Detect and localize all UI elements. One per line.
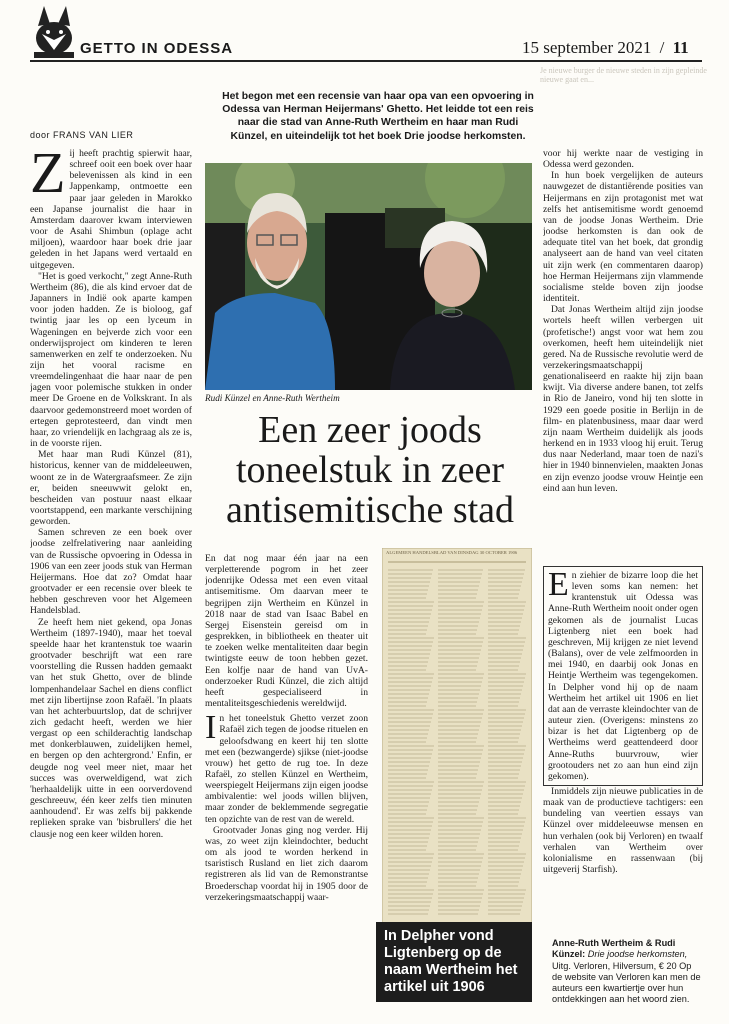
book-title: Drie joodse herkomsten, <box>587 949 688 960</box>
newspaper-clipping-image <box>382 548 532 923</box>
page-separator: / <box>659 38 665 57</box>
headline: Een zeer joods toneelstuk in zeer antisemitische stad <box>225 409 515 531</box>
col1-paragraph: Samen schreven ze een boek over joodse zelfrelativering naar aanleiding van de Russische opvoering in Odessa in 1906 van een zeer joods stuk van Herman Heijermans. Hoe dat zo? Omdat haar grootvader er een recensie over bleek te hebben geschreven voor het Algemeen Handelsblad. <box>30 527 192 617</box>
article-column-1 <box>30 148 192 1018</box>
book-authors: Anne-Ruth Wertheim & Rudi Künzel: <box>552 938 676 960</box>
fox-logo-icon <box>30 4 80 60</box>
photo-caption: Rudi Künzel en Anne-Ruth Wertheim <box>205 393 340 403</box>
article-column-3 <box>543 148 703 594</box>
col1-paragraph: Ze heeft hem niet gekend, opa Jonas Wertheim (1897-1940), maar het toeval speelde haar het krantenstuk toe waarin grootvader beschrijft wat een rare voorstelling die Russen hadden gemaakt van het stuk Ghetto, over de blinde lompenhandelaar Sachel en diens conflict met zijn libertijnse zoon Rafaël. 'In plaats van het achterbuurtslop, dat de schrijver zich gedacht heeft, werden we hier vergast op een schilderachtig landschap met donkerblauwen, zuidelijken hemel, en bergen op den achtergrond.' Enfin, er deugde nog veel meer niet, maar het succes was overweldigend, wat zich 'herhaaldelijk uitte in een oorverdovend geschreeuw, één keer zelfs tien minuten aanhoudend'. Er was zelfs bij pakkende replieken sprake van 'bisbrullers' die het clausje nog een keer wilden horen. <box>30 616 192 840</box>
page-number: 11 <box>672 38 689 57</box>
article-column-2 <box>205 553 368 1018</box>
clipping-header: ALGEMEEN HANDELSBLAD VAN DINSDAG 30 OCTOBER 1906 <box>386 550 518 555</box>
book-publisher: Uitg. Verloren, Hilversum, € 20 <box>552 960 677 971</box>
col2-paragraph: Grootvader Jonas ging nog verder. Hij was, zo weet zijn kleindochter, beducht om als jood te worden herkend in tsaristisch Rusland en liet zich daarom registreren als lid van de Remonstrantse Broederschap voordat hij in 1905 door de verzekeringsmaatschappij waar- <box>205 824 368 903</box>
col1-paragraph: "Het is goed verkocht," zegt Anne-Ruth Wertheim (86), die als kind ervoer dat de Japanners in Indië ook aparte kampen voor joden hadden. Ze is bioloog, gaf twintig jaar les op een lyceum in Wageningen en bejverde zich voor een onderwijsproject om kinderen te leren samenwerken en zelf te onderzoeken. Nu zijn het vooral racisme en vreemdelingenhaat die haar naar de pen jagen voor polemische stukken in onder meer De Groene en de Volkskrant. In als daarvoor gedemonstreerd moet worden of ertegen geprotesteerd, dan vindt men haar, zo vriendelijk en lachgraag als ze is, in de voorste rijen. <box>30 270 192 450</box>
col3-paragraph: voor hij werkte naar de vestiging in Odessa werd gezonden. <box>543 148 703 171</box>
col2-paragraph: n het toneelstuk Ghetto verzet zoon Rafaël zich tegen de joodse rituelen en geloofsdwang en keert hij ten slotte met een (bezwangerde) sjikse (niet-joodse vrouw) het getto de rug toe. In deze Rafaël, zo stellen Künzel en Wertheim, weerspiegelt Heijermans zijn eigen joodse ambivalentie: wel joods willen blijven, maar zonder de beklemmende segregatie ten opzichte van de rest van de wereld. <box>205 713 368 825</box>
section-title: GETTO IN ODESSA <box>80 40 234 57</box>
page-date-number <box>522 38 689 58</box>
header-rule <box>30 60 702 62</box>
col3-paragraph: In hun boek vergelijken de auteurs nauwgezet de distantiërende posities van Heijermans en zijn protagonist met wat zelfs het antisemitisme wordt genoemd van de joodse Jonas Wertheim. Drie joodse herkomsten is dan ook de adequate titel van het boek, dat grondig analyseert aan de hand van veel citaten uit zijn werk (en commentaren daarop) hoe Herman Heijermans zijn vlammende socialisme stelde boven zijn joodse identiteit. <box>543 170 703 305</box>
col1-paragraph: Met haar man Rudi Künzel (81), historicus, kenner van de middeleeuwen, woont ze in de Watergraafsmeer. Ze zijn er, beiden sneeuwwit gelokt en, bescheiden van postuur naast elkaar voortstappend, een markante verschijning geworden. <box>30 449 192 528</box>
article-column-3b <box>543 566 703 896</box>
dropcap-z: Z <box>30 148 66 205</box>
portrait-photo <box>205 163 532 390</box>
archive-caption: In Delpher vond Ligtenberg op de naam Wertheim het artikel uit 1906 <box>384 928 518 995</box>
book-info <box>552 938 702 1006</box>
book-note: Op de website van Verloren kan men de auteurs een kwartiertje over hun ontdekkingen aan het woord zien. <box>552 960 701 1005</box>
col2-paragraph: En dat nog maar één jaar na een verpletterende pogrom in het zeer jodenrijke Odessa met een even vitaal antisemitisme. Om daarvan meer te begrijpen zijn Wertheim en Künzel in 2018 naar de stad van Isaac Babel en Sergej Eisenstein gereisd om in gesprekken, in bibliotheek en theater uit te zoeken welke mentaliteiten daar begin twintigste eeuw de toon hebben gezet. Een kolfje naar de hand van UvA-onderzoeker Rudi Künzel, die zich altijd heeft gespecialiseerd in mentaliteitsgeschiedenis wereldwijd. <box>205 553 368 710</box>
col3-paragraph: n ziehier de bizarre loop die het leven soms kan nemen: het krantenstuk uit Odessa was Anne-Ruth Wertheim nooit onder ogen gekomen als de journalist Lucas Ligtenberg niet een boek had geschreven, Mij krijgen ze niet levend (Balans), over de vele zelfmoorden in mei 1940, en daarbij ook Jonas en Heintje Wertheim was tegengekomen. In Delpher vond hij op de naam Wertheim het artikel uit 1906 en liet dat aan de verraste kleindochter van de auteur zien. (Overigens: minstens zo bizar is het dat Ligtenberg op de Wertheims werd geattendeerd door Anne-Ruths buurvrouw, wier grootouders net zo aan hun eind zijn gekomen). <box>548 570 698 782</box>
col1-paragraph: ij heeft prachtig spierwit haar, schreef ooit een boek over haar belevenissen als kind in een Jappenkamp, ontmoette een paar jaar geleden in Marokko een Japanse journalist die haar in Amsterdam daarover kwam interviewen voor de Asahi Shimbun (oplage acht miljoen), waardoor haar boek drie jaar geleden in het Japans werd vertaald en uitgegeven. <box>30 148 192 271</box>
dropcap-e: E <box>548 566 569 603</box>
intro-text: Het begon met een recensie van haar opa van een opvoering in Odessa van Herman Heijermans' Ghetto. Het leidde tot een reis naar die stad van Anne-Ruth Wertheim en haar man Rudi Künzel, en uiteindelijk tot het boek Drie joodse herkomsten. <box>222 91 534 142</box>
byline: door FRANS VAN LIER <box>30 130 134 140</box>
bleed-through-text: Je nieuwe burger de nieuwe steden in zijn gepleinde nieuwe gaat en... <box>540 66 707 84</box>
col3-paragraph: Inmiddels zijn nieuwe publicaties in de maak van de productieve tachtigers: een bundeling van veertien essays van Künzel over middeleeuwse mensen en hun verhalen (ook bij Verloren) en twaalf verhalen van Wertheim over kolonialisme en rassenwaan (bij uitgeverij Starfish). <box>543 785 703 876</box>
col3-paragraph: Dat Jonas Wertheim altijd zijn joodse wortels heeft willen verbergen uit (profetische!) angst voor wat hem zou overkomen, heeft hem uiteindelijk niet gered. Na de Russische revolutie werd de verzekeringsmaatschappij genationaliseerd en raakte hij zijn baan kwijt. Via diverse andere banen, tot zelfs in Rio de Janeiro, vond hij ten slotte in 1929 een goede positie in Berlijn in de film- en platenbusiness, maar daar werd zijn naam Wertheim duidelijk als joods herkend en in 1933 vloog hij eruit. Terug dus naar Nederland, maar toen de nazi's hier in 1940 binnenvielen, maakten Jonas en zijn evenzo joodse vrouw Heintje een eind aan hun leven. <box>543 304 703 494</box>
page-date: 15 september 2021 <box>522 38 652 57</box>
dropcap-i: I <box>205 709 217 747</box>
archive-caption-box <box>376 922 532 1002</box>
